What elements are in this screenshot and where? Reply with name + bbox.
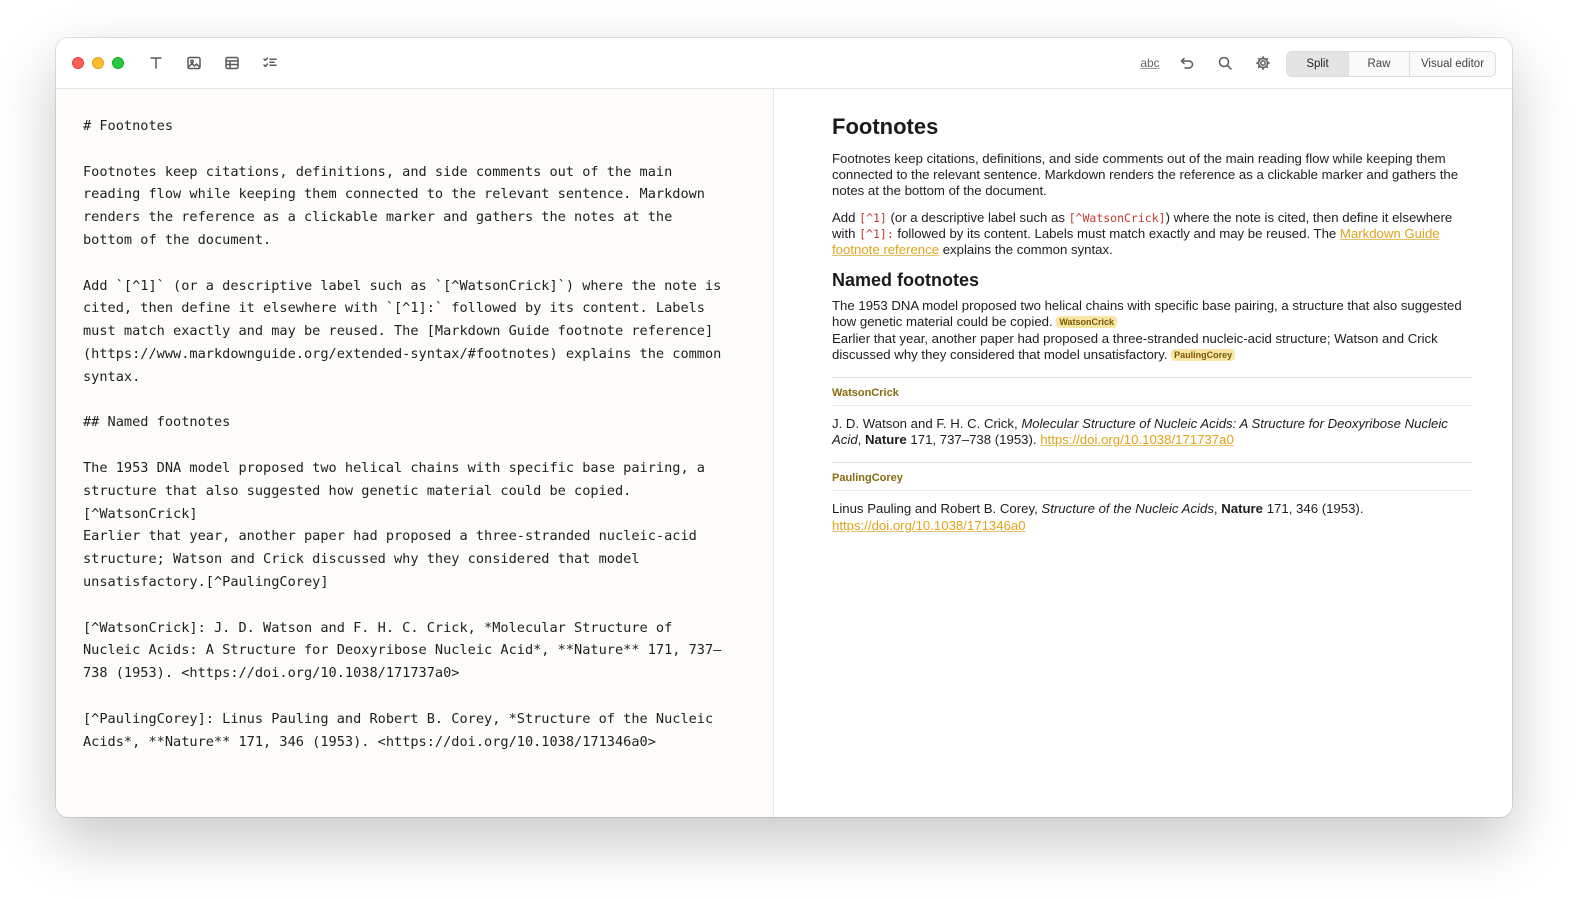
editor-line[interactable] (83, 594, 753, 617)
text-span: 171, 346 (1953). (1263, 501, 1364, 517)
citation-journal: Nature (1221, 501, 1264, 517)
toolbar (56, 38, 1512, 89)
text-span: Earlier that year, another paper had proposed a three-stranded nucleic-acid structure; Watson and Crick discussed why they considered that model unsatisfactory. (832, 330, 1438, 362)
image-icon[interactable] (183, 52, 205, 74)
markdown-guide-link[interactable]: Markdown Guide footnote reference (832, 225, 1440, 258)
editor-line[interactable]: unsatisfactory.[^PaulingCorey] (83, 573, 329, 590)
preview-paragraph-dna (832, 298, 1472, 363)
text-span: Linus Pauling and Robert B. Corey, (832, 501, 1042, 517)
doi-link[interactable]: https://doi.org/10.1038/171346a0 (832, 517, 1026, 533)
footnote-marker-paulingcorey[interactable]: PaulingCorey (1171, 349, 1235, 361)
editor-line[interactable]: structure; Watson and Crick discussed why they considered that model (83, 551, 640, 568)
footnote-label: WatsonCrick (832, 378, 1472, 406)
footnote-paulingcorey (832, 462, 1472, 547)
visual-editor-button[interactable]: Visual editor (1420, 58, 1485, 70)
doi-link[interactable]: https://doi.org/10.1038/171737a0 (1040, 432, 1234, 448)
editor-line[interactable]: [^WatsonCrick] (83, 505, 198, 522)
editor-line[interactable]: # Footnotes (83, 118, 174, 134)
editor-line[interactable]: The 1953 DNA model proposed two helical chains with specific base pairing, a (83, 459, 705, 476)
editor-line[interactable]: cited, then define it elsewhere with `[^1]:` followed by its content. Labels (83, 300, 705, 317)
text-span: , (1213, 501, 1222, 517)
inline-code: [^1]: (859, 226, 894, 241)
text-format-icon[interactable] (145, 52, 167, 74)
markdown-editor[interactable] (56, 89, 774, 817)
editor-line[interactable] (83, 685, 753, 708)
editor-line[interactable]: Add `[^1]` (or a descriptive label such as `[^WatsonCrick]`) where the note is (83, 277, 722, 294)
citation-title: Molecular Structure of Nucleic Acids: A Structure for Deoxyribose Nucleic Acid (832, 416, 1448, 448)
text-span: J. D. Watson and F. H. C. Crick, (832, 416, 1022, 432)
editor-line[interactable]: 738 (1953). <https://doi.org/10.1038/171737a0> (83, 665, 460, 682)
minimize-window-button[interactable] (92, 57, 104, 69)
footnote-text (832, 491, 1472, 547)
search-icon[interactable] (1214, 52, 1236, 74)
app-window (56, 38, 1512, 817)
spellcheck-icon[interactable] (1137, 52, 1163, 74)
preview-paragraph-usage (832, 210, 1472, 259)
text-span: 171, 737–738 (1953). (906, 432, 1041, 448)
editor-line[interactable]: must match exactly and may be reused. The [Markdown Guide footnote reference] (83, 323, 714, 340)
editor-line[interactable]: Acids*, **Nature** 171, 346 (1953). <https://doi.org/10.1038/171346a0> (83, 733, 656, 750)
editor-line[interactable]: Footnotes keep citations, definitions, and side comments out of the main (83, 163, 673, 180)
table-icon[interactable] (221, 52, 243, 74)
footnote-marker-watsoncrick[interactable]: WatsonCrick (1056, 316, 1117, 328)
editor-line[interactable] (83, 138, 753, 161)
editor-line[interactable]: ## Named footnotes (83, 414, 231, 431)
raw-view-button[interactable]: Raw (1349, 52, 1410, 76)
text-span: followed by its content. Labels must match exactly and may be reused. The (893, 225, 1340, 241)
preview-paragraph-intro: Footnotes keep citations, definitions, and side comments out of the main reading flow while keeping them connected to the relevant sentence. Markdown renders the reference as a clickable marker and gathers the notes at the bottom of the document. (832, 151, 1459, 199)
close-window-button[interactable] (72, 57, 84, 69)
text-span: explains the common syntax. (939, 242, 1113, 258)
preview-pane (774, 89, 1512, 817)
inline-code: [^WatsonCrick] (1068, 210, 1166, 225)
text-span: ) where the note is cited, then define it elsewhere with (832, 209, 1453, 241)
citation-title: Structure of the Nucleic Acids (1041, 501, 1214, 517)
text-span: The 1953 DNA model proposed two helical chains with specific base pairing, a structure that also suggested how genetic material could be copied. (832, 298, 1462, 330)
view-mode-switcher (1286, 51, 1496, 77)
zoom-window-button[interactable] (112, 57, 124, 69)
inline-code: [^1] (859, 210, 887, 225)
editor-line[interactable]: bottom of the document. (83, 231, 272, 248)
editor-text-area[interactable] (83, 115, 753, 753)
editor-line[interactable]: reading flow while keeping them connected to the relevant sentence. Markdown (83, 186, 705, 203)
editor-line[interactable]: renders the reference as a clickable marker and gathers the notes at the (83, 209, 673, 226)
citation-journal: Nature (864, 432, 907, 448)
editor-line[interactable] (83, 252, 753, 275)
checklist-icon[interactable] (259, 52, 281, 74)
editor-line[interactable]: (https://www.markdownguide.org/extended-syntax/#footnotes) explains the common (83, 345, 722, 362)
preview-heading-named-footnotes: Named footnotes (832, 270, 980, 291)
editor-line[interactable] (83, 389, 753, 412)
editor-line[interactable]: syntax. (83, 368, 141, 385)
gear-icon[interactable] (1252, 52, 1274, 74)
footnote-watsoncrick (832, 377, 1472, 462)
split-view-button[interactable]: Split (1287, 52, 1349, 76)
text-span: , (857, 432, 865, 448)
editor-line[interactable]: Earlier that year, another paper had proposed a three-stranded nucleic-acid (83, 528, 697, 545)
footnote-text (832, 406, 1472, 462)
editor-line[interactable] (83, 434, 753, 457)
spellcheck-label: abc (1140, 56, 1160, 70)
text-span: Add (832, 209, 860, 225)
preview-heading-footnotes: Footnotes (832, 114, 939, 139)
editor-line[interactable]: [^WatsonCrick]: J. D. Watson and F. H. C. Crick, *Molecular Structure of (83, 619, 673, 636)
editor-line[interactable]: Nucleic Acids: A Structure for Deoxyribose Nucleic Acid*, **Nature** 171, 737– (83, 642, 722, 659)
text-span: (or a descriptive label such as (886, 209, 1069, 225)
undo-icon[interactable] (1176, 52, 1198, 74)
editor-line[interactable]: [^PaulingCorey]: Linus Pauling and Robert B. Corey, *Structure of the Nucleic (83, 710, 714, 727)
footnote-label: PaulingCorey (832, 463, 1472, 491)
editor-line[interactable]: structure that also suggested how genetic material could be copied. (83, 482, 632, 499)
